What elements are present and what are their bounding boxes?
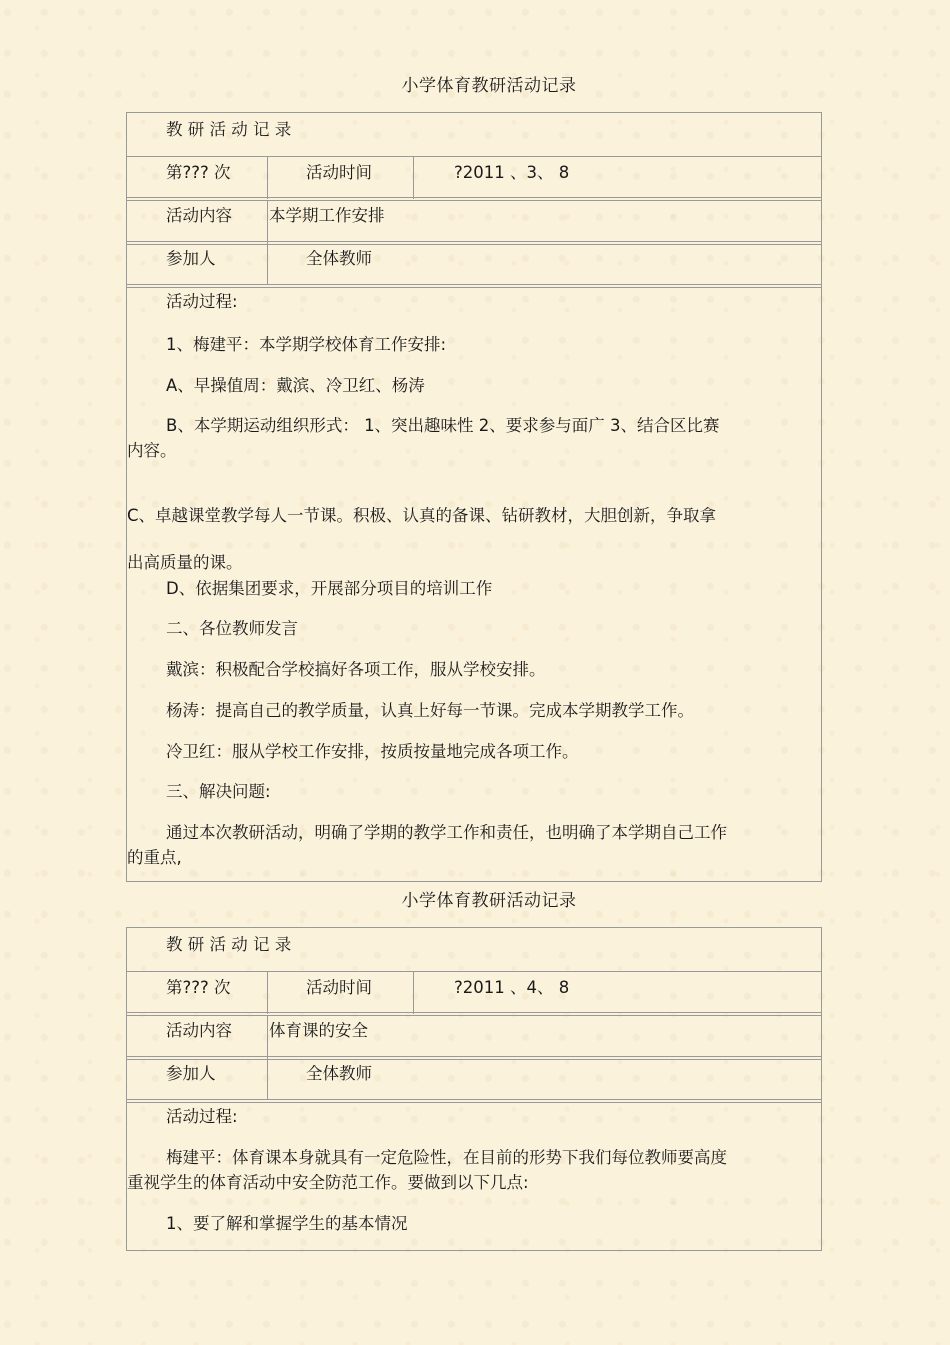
process-line: A、早操值周：戴滨、冷卫红、杨涛 xyxy=(166,376,425,395)
participants-label: 参加人 xyxy=(166,249,216,268)
rule xyxy=(127,156,821,157)
process-label: 活动过程: xyxy=(166,1107,238,1126)
rule xyxy=(127,1056,821,1057)
process-line: 内容。 xyxy=(127,441,177,460)
process-line: C、卓越课堂教学每人一节课。积极、认真的备课、钻研教材，大胆创新，争取拿 xyxy=(127,506,717,525)
record-number: 第??? 次 xyxy=(166,978,231,997)
rule xyxy=(127,971,821,972)
time-label: 活动时间 xyxy=(306,978,372,997)
process-line: 1、梅建平：本学期学校体育工作安排: xyxy=(166,335,447,354)
process-line: 梅建平：体育课本身就具有一定危险性，在目前的形势下我们每位教师要高度 xyxy=(166,1148,727,1167)
process-line: 戴滨：积极配合学校搞好各项工作，服从学校安排。 xyxy=(166,660,546,679)
record-1-table xyxy=(126,112,822,882)
participants-value: 全体教师 xyxy=(306,1064,372,1083)
time-label: 活动时间 xyxy=(306,163,372,182)
rule xyxy=(127,284,821,285)
record-header: 教 研 活 动 记 录 xyxy=(166,120,292,139)
process-line: 的重点, xyxy=(127,848,182,867)
rule xyxy=(127,1012,821,1013)
content-label: 活动内容 xyxy=(166,1021,232,1040)
content-label: 活动内容 xyxy=(166,206,232,225)
process-line: 出高质量的课。 xyxy=(127,553,243,572)
record-2-title: 小学体育教研活动记录 xyxy=(401,891,577,911)
record-1-title: 小学体育教研活动记录 xyxy=(401,76,577,96)
content-value: 本学期工作安排 xyxy=(269,206,385,225)
process-line: 1、要了解和掌握学生的基本情况 xyxy=(166,1214,408,1233)
rule xyxy=(267,156,268,199)
process-line: 重视学生的体育活动中安全防范工作。要做到以下几点: xyxy=(127,1173,529,1192)
rule xyxy=(127,197,821,198)
rule xyxy=(413,156,414,199)
process-line: 杨涛：提高自己的教学质量，认真上好每一节课。完成本学期教学工作。 xyxy=(166,701,694,720)
process-line: 二、各位教师发言 xyxy=(166,619,298,638)
time-value: ?2011 、4、 8 xyxy=(454,978,570,997)
process-line: D、依据集团要求，开展部分项目的培训工作 xyxy=(166,579,493,598)
content-value: 体育课的安全 xyxy=(269,1021,368,1040)
record-number: 第??? 次 xyxy=(166,163,231,182)
rule xyxy=(127,241,821,242)
rule xyxy=(267,1016,268,1100)
process-line: B、本学期运动组织形式： 1、突出趣味性 2、要求参与面广 3、结合区比赛 xyxy=(166,416,720,435)
record-2-table xyxy=(126,927,822,1251)
process-line: 通过本次教研活动，明确了学期的教学工作和责任，也明确了本学期自己工作 xyxy=(166,823,727,842)
rule xyxy=(267,201,268,285)
rule xyxy=(413,971,414,1014)
time-value: ?2011 、3、 8 xyxy=(454,163,570,182)
record-header: 教 研 活 动 记 录 xyxy=(166,935,292,954)
process-label: 活动过程: xyxy=(166,292,238,311)
participants-value: 全体教师 xyxy=(306,249,372,268)
participants-label: 参加人 xyxy=(166,1064,216,1083)
process-line: 冷卫红：服从学校工作安排，按质按量地完成各项工作。 xyxy=(166,742,579,761)
process-line: 三、解决问题: xyxy=(166,782,271,801)
rule xyxy=(267,971,268,1014)
rule xyxy=(127,1099,821,1100)
